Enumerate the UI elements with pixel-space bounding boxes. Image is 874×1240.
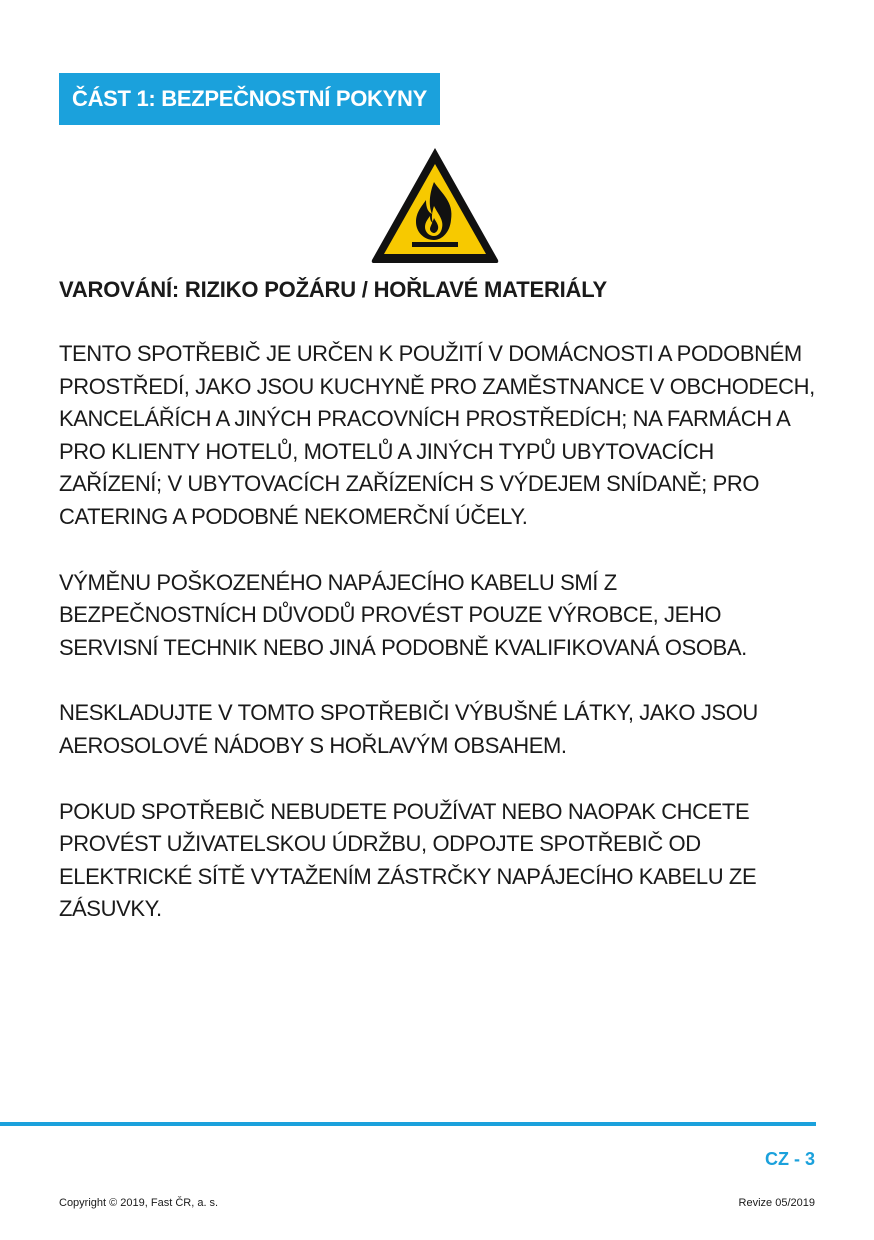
safety-text bbox=[59, 338, 819, 959]
paragraph-disconnect: POKUD SPOTŘEBIČ NEBUDETE POUŽÍVAT NEBO NAOPAK CHCETE PROVÉST UŽIVATELSKOU ÚDRŽBU, ODPOJTE SPOTŘEBIČ OD ELEKTRICKÉ SÍTĚ VYTAŽENÍM ZÁSTRČKY NAPÁJECÍHO KABELU ZE ZÁSUVKY. bbox=[59, 798, 757, 922]
paragraph-power-cable: VÝMĚNU POŠKOZENÉHO NAPÁJECÍHO KABELU SMÍ Z BEZPEČNOSTNÍCH DŮVODŮ PROVÉST POUZE VÝROBCE, JEHO SERVISNÍ TECHNIK NEBO JINÁ PODOBNĚ KVALIFIKOVANÁ OSOBA. bbox=[59, 569, 747, 660]
warning-title: VAROVÁNÍ: RIZIKO POŽÁRU / HOŘLAVÉ MATERIÁLY bbox=[59, 277, 607, 302]
paragraph-explosives: NESKLADUJTE V TOMTO SPOTŘEBIČI VÝBUŠNÉ LÁTKY, JAKO JSOU AEROSOLOVÉ NÁDOBY S HOŘLAVÝM OBSAHEM. bbox=[59, 700, 758, 758]
copyright-notice: Copyright © 2019, Fast ČR, a. s. bbox=[59, 1197, 219, 1209]
flammable-warning-icon bbox=[368, 144, 502, 266]
page-number: CZ - 3 bbox=[764, 1149, 815, 1169]
paragraph-intended-use: TENTO SPOTŘEBIČ JE URČEN K POUŽITÍ V DOMÁCNOSTI A PODOBNÉM PROSTŘEDÍ, JAKO JSOU KUCHYNĚ PRO ZAMĚSTNANCE V OBCHODECH, KANCELÁŘÍCH A JINÝCH PRACOVNÍCH PROSTŘEDÍCH; NA FARMÁCH A PRO KLIENTY HOTELŮ, MOTELŮ A JINÝCH TYPŮ UBYTOVACÍCH ZAŘÍZENÍ; V UBYTOVACÍCH ZAŘÍZENÍCH S VÝDEJEM SNÍDANĚ; PRO CATERING A PODOBNÉ NEKOMERČNÍ ÚČELY. bbox=[59, 341, 815, 529]
revision-label: Revize 05/2019 bbox=[738, 1197, 815, 1209]
footer-divider bbox=[0, 1122, 816, 1126]
section-header: ČÁST 1: BEZPEČNOSTNÍ POKYNY bbox=[59, 73, 440, 125]
